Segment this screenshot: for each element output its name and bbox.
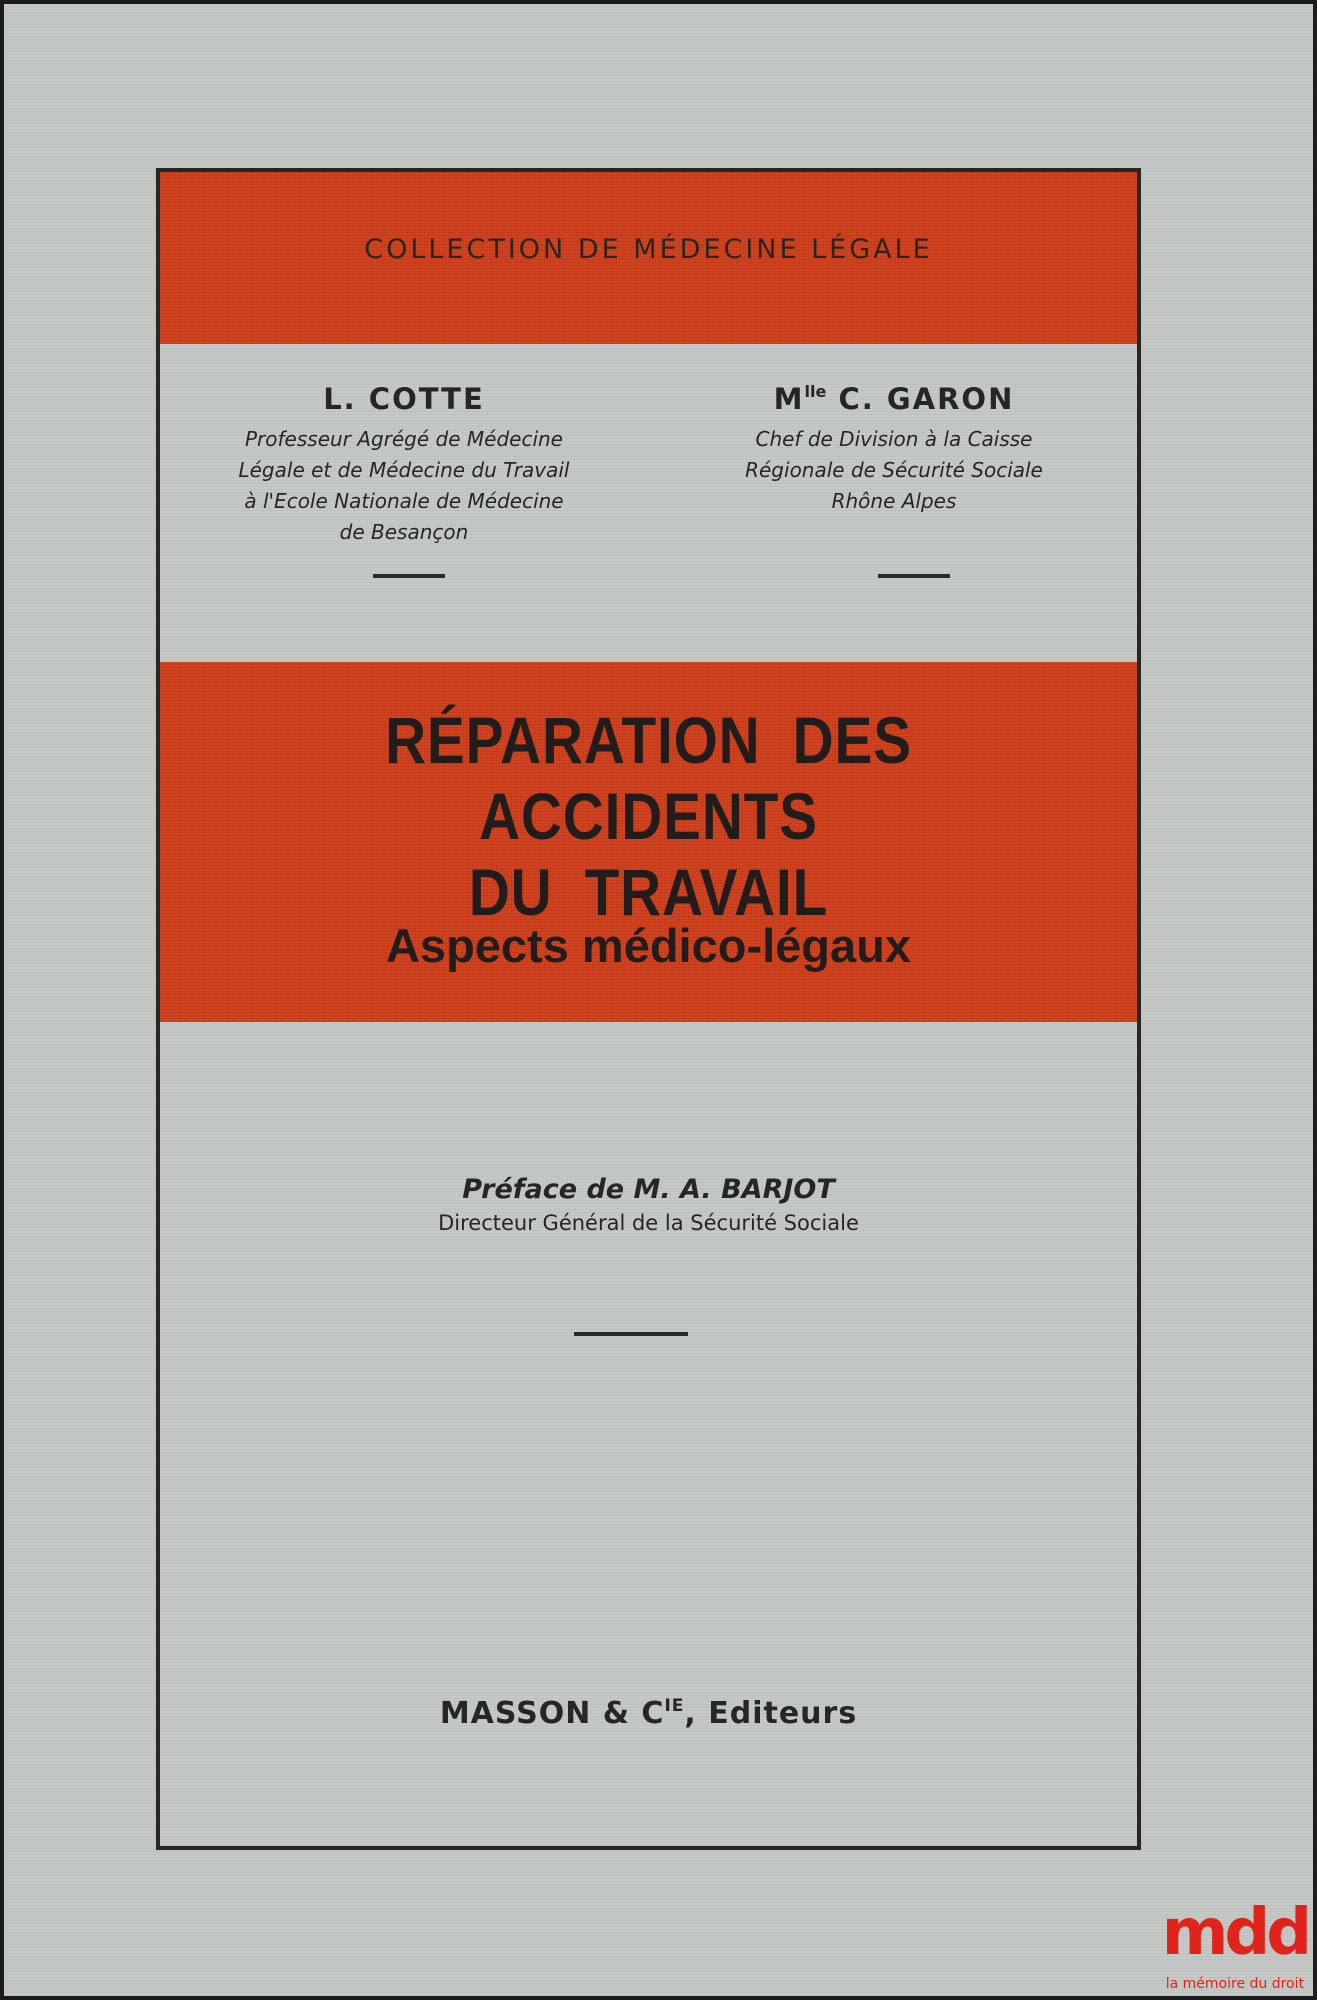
author-cotte [194,382,614,548]
logo-caption: la mémoire du droit [1165,1976,1304,1992]
author-title-line: Régionale de Sécurité Sociale [745,458,1043,482]
book-subtitle: Aspects médico-légaux [385,919,911,972]
author-left-rule [373,574,445,578]
author-name: $M^{lle}$ C. GARON [773,382,1015,416]
publisher: MASSON & $C^{IE}$, Editeurs [439,1696,858,1731]
book-title [228,702,1068,930]
preface-role: Directeur Général de la Sécurité Sociale [438,1211,859,1235]
author-name: L. COTTE [323,382,485,416]
book-cover [4,4,1313,1996]
collection-band [160,172,1137,344]
collection-title: COLLECTION DE MÉDECINE LÉGALE [364,234,933,265]
author-title-line: Rhône Alpes [831,489,957,513]
author-title-line: Professeur Agrégé de Médecine [245,427,563,451]
watermark-logo [1158,1896,1308,1996]
preface-title: Préface de M. A. BARJOT [462,1174,835,1205]
cover-frame [156,168,1141,1850]
preface [160,1174,1137,1235]
author-title-line: à l'Ecole Nationale de Médecine [244,489,564,513]
author-title-line: Légale et de Médecine du Travail [238,458,570,482]
author-title-line: de Besançon [339,520,469,544]
author-right-rule [878,574,950,578]
title-line: DU TRAVAIL [468,855,829,929]
logo-mark: mdd [1161,1896,1308,1970]
title-line: RÉPARATION DES ACCIDENTS [385,703,912,853]
preface-rule [574,1332,688,1336]
author-garon [684,382,1104,517]
author-title-line: Chef de Division à la Caisse [755,427,1033,451]
